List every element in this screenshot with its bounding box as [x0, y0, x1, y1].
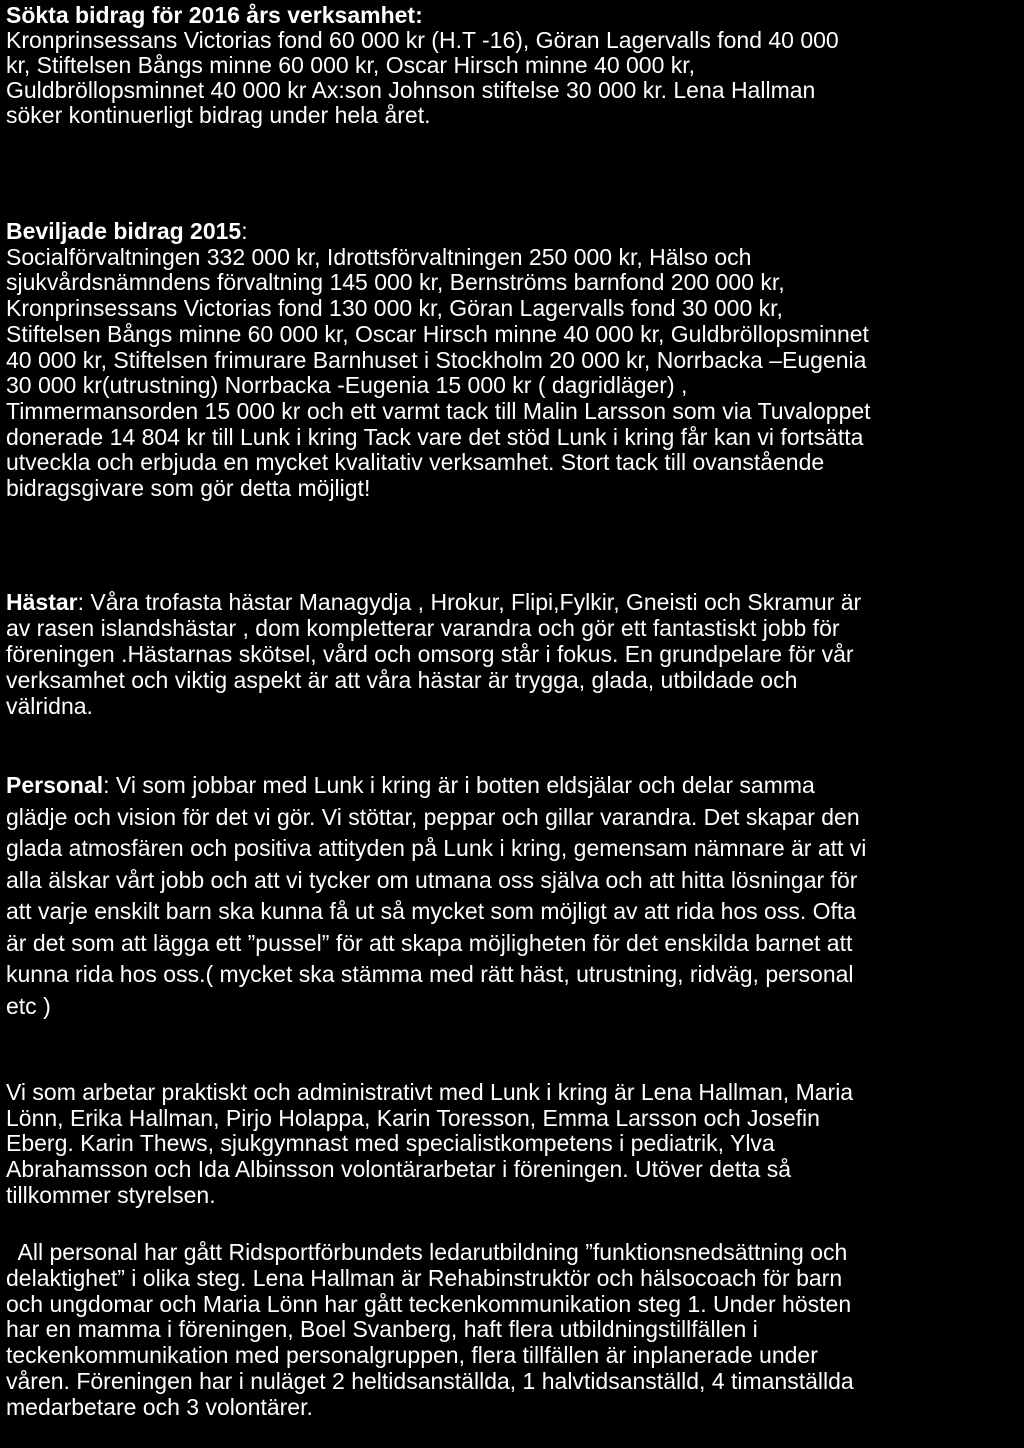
- beviljade-line-2: sjukvårdsnämndens förvaltning 145 000 kr, Bernströms barnfond 200 000 kr,: [6, 269, 785, 296]
- arbetare-line-3: Eberg. Karin Thews, sjukgymnast med specialistkompetens i pediatrik, Ylva: [6, 1130, 775, 1157]
- hastar-line-3: föreningen .Hästarnas skötsel, vård och omsorg står i fokus. En grundpelare för vår: [6, 641, 854, 667]
- beviljade-bidrag-heading: Beviljade bidrag 2015: [6, 218, 242, 244]
- hastar-section: [6, 589, 1020, 719]
- hastar-first-line-text: : Våra trofasta hästar Managydja , Hrokur, Flipi,Fylkir, Gneisti och Skramur är: [77, 589, 862, 615]
- utbildning-line-1: All personal har gått Ridsportförbundets ledarutbildning ”funktionsnedsättning och: [6, 1239, 848, 1265]
- arbetare-section: [6, 1080, 1020, 1209]
- sokta-line-4: söker kontinuerligt bidrag under hela året.: [6, 102, 431, 128]
- utbildning-line-6: våren. Föreningen har i nuläget 2 heltidsanställda, 1 halvtidsanställd, 4 timanställda: [6, 1367, 854, 1394]
- personal-first-line-text: : Vi som jobbar med Lunk i kring är i botten eldsjälar och delar samma: [103, 772, 815, 798]
- hastar-heading: Hästar: [6, 589, 78, 615]
- sokta-line-1: Kronprinsessans Victorias fond 60 000 kr (H.T -16), Göran Lagervalls fond 40 000: [6, 27, 839, 53]
- utbildning-line-5: teckenkommunikation med personalgruppen, flera tillfällen är inplanerade under: [6, 1342, 818, 1369]
- beviljade-heading-line: [6, 219, 1020, 245]
- arbetare-line-5: tillkommer styrelsen.: [6, 1181, 216, 1208]
- personal-line-2: glädje och vision för det vi gör. Vi stöttar, peppar och gillar varandra. Det skapar den: [6, 803, 860, 830]
- sokta-bidrag-heading: Sökta bidrag för 2016 års verksamhet:: [6, 2, 423, 28]
- beviljade-bidrag-section: [6, 219, 1020, 502]
- sokta-line-2: kr, Stiftelsen Bångs minne 60 000 kr, Oscar Hirsch minne 40 000 kr,: [6, 52, 696, 78]
- personal-line-8: etc ): [6, 992, 51, 1019]
- arbetare-line-4: Abrahamsson och Ida Albinsson volontärarbetar i föreningen. Utöver detta så: [6, 1156, 792, 1183]
- utbildning-line-3: och ungdomar och Maria Lönn har gått teckenkommunikation steg 1. Under hösten: [6, 1290, 852, 1317]
- personal-section: [6, 770, 1020, 1022]
- beviljade-line-3: Kronprinsessans Victorias fond 130 000 kr, Göran Lagervalls fond 30 000 kr,: [6, 295, 783, 322]
- hastar-first-line: [6, 589, 1020, 615]
- beviljade-line-7: Timmermansorden 15 000 kr och ett varmt tack till Malin Larsson som via Tuvaloppet: [6, 397, 871, 424]
- arbetare-line-2: Lönn, Erika Hallman, Pirjo Holappa, Karin Toresson, Emma Larsson och Josefin: [6, 1104, 820, 1131]
- beviljade-heading-colon: :: [241, 218, 248, 244]
- arbetare-line-1: Vi som arbetar praktiskt och administrativt med Lunk i kring är Lena Hallman, Maria: [6, 1079, 854, 1105]
- personal-line-6: är det som att lägga ett ”pussel” för att skapa möjligheten för det enskilda barnet att: [6, 929, 853, 956]
- utbildning-section: [6, 1240, 1020, 1421]
- hastar-line-4: verksamhet och viktig aspekt är att våra hästar är trygga, glada, utbildade och: [6, 667, 798, 693]
- beviljade-line-6: 30 000 kr(utrustning) Norrbacka -Eugenia 15 000 kr ( dagridläger) ,: [6, 372, 688, 399]
- utbildning-line-7: medarbetare och 3 volontärer.: [6, 1393, 313, 1420]
- utbildning-line-4: har en mamma i föreningen, Boel Svanberg, haft flera utbildningstillfällen i: [6, 1316, 758, 1343]
- utbildning-line-2: delaktighet” i olika steg. Lena Hallman är Rehabinstruktör och hälsocoach för barn: [6, 1264, 843, 1291]
- beviljade-line-9: utveckla och erbjuda en mycket kvalitativ verksamhet. Stort tack till ovanstående: [6, 449, 825, 476]
- beviljade-line-10: bidragsgivare som gör detta möjligt!: [6, 475, 371, 502]
- personal-line-3: glada atmosfären och positiva attityden på Lunk i kring, gemensam nämnare är att vi: [6, 835, 867, 861]
- beviljade-line-5: 40 000 kr, Stiftelsen frimurare Barnhuset i Stockholm 20 000 kr, Norrbacka –Eugenia: [6, 346, 867, 373]
- sokta-bidrag-section: [6, 3, 1020, 128]
- sokta-line-3: Guldbröllopsminnet 40 000 kr Ax:son Johnson stiftelse 30 000 kr. Lena Hallman: [6, 77, 816, 103]
- personal-line-4: alla älskar vårt jobb och att vi tycker om utmana oss själva och att hitta lösningar för: [6, 866, 858, 893]
- hastar-line-2: av rasen islandshästar , dom kompletterar varandra och gör ett fantastiskt jobb för: [6, 615, 840, 641]
- hastar-line-5: välridna.: [6, 693, 93, 719]
- beviljade-line-8: donerade 14 804 kr till Lunk i kring Tack vare det stöd Lunk i kring får kan vi fortsätta: [6, 423, 864, 450]
- personal-line-7: kunna rida hos oss.( mycket ska stämma med rätt häst, utrustning, ridväg, personal: [6, 961, 854, 987]
- beviljade-line-1: Socialförvaltningen 332 000 kr, Idrottsförvaltningen 250 000 kr, Hälso och: [6, 243, 752, 270]
- beviljade-line-4: Stiftelsen Bångs minne 60 000 kr, Oscar Hirsch minne 40 000 kr, Guldbröllopsminnet: [6, 320, 869, 347]
- personal-first-line: [6, 770, 1020, 802]
- personal-line-5: att varje enskilt barn ska kunna få ut så mycket som möjligt av att rida hos oss. Ofta: [6, 898, 857, 924]
- personal-heading: Personal: [6, 772, 104, 798]
